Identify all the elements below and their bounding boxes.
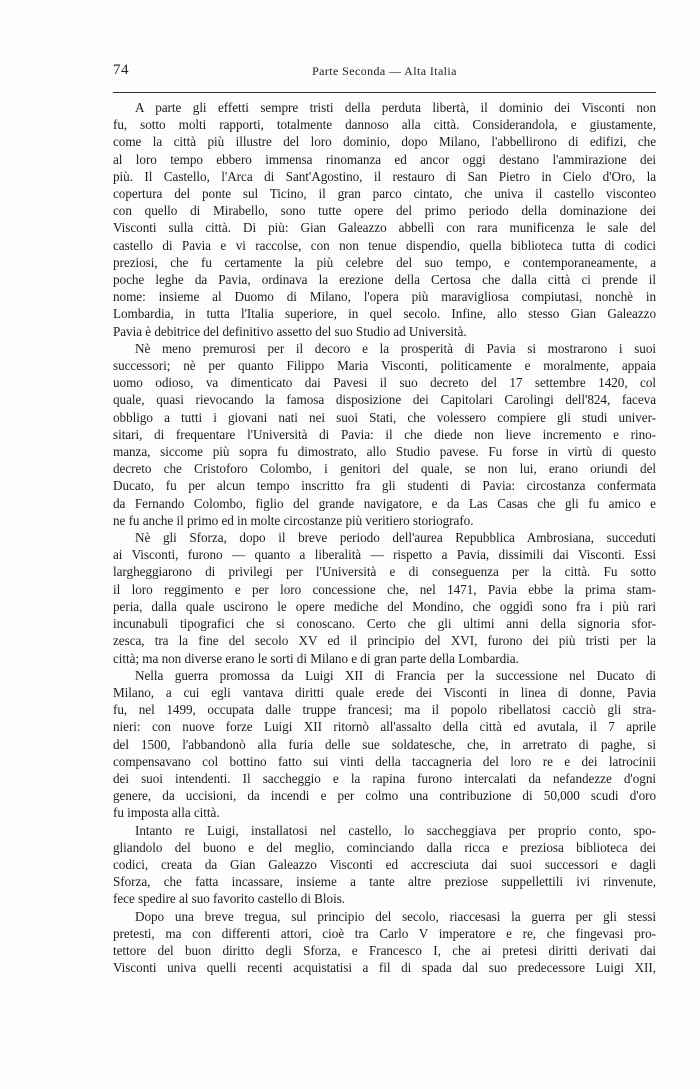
text-line: al loro tempo ebbero immensa rinomanza ed ancor oggi destano l'ammirazione dei — [113, 151, 656, 167]
text-line: largheggiarono di privilegi per l'Università e di conseguenza per la città. Fu sotto — [113, 564, 656, 580]
paragraph — [113, 99, 656, 340]
page-header — [113, 60, 656, 84]
text-line: quale, quasi rievocando la famosa disposizione dei Capitolari Carolingi dell'824, faceva — [113, 392, 656, 408]
text-line: tettore del buon diritto degli Sforza, e Francesco I, che ai pretesi diritti derivati dai — [113, 942, 656, 958]
body-text — [113, 99, 656, 976]
text-line: Ducato, fu per alcun tempo inscritto fra gli studenti di Pavia: circostanza confermata — [113, 478, 656, 494]
text-line: ne fu anche il primo ed in molte circostanze più veritiero storiografo. — [113, 512, 474, 528]
paragraph — [113, 908, 656, 977]
text-line: nome: insieme al Duomo di Milano, l'opera più maravigliosa compiutasi, nonchè in — [113, 289, 656, 305]
text-line: Pavia è debitrice del definitivo assetto del suo Studio ad Università. — [113, 323, 467, 339]
header-rule — [113, 92, 656, 93]
text-line: Sforza, che fatta incassare, insieme a tante altre preziose suppellettili ivi rinvenute, — [113, 874, 656, 890]
paragraph — [113, 822, 656, 908]
text-line: genere, da uccisioni, da incendi e per colmo una contribuzione di 50,000 scudi d'oro — [113, 788, 656, 804]
text-line: Intanto re Luigi, installatosi nel castello, lo saccheggiava per proprio conto, spo- — [135, 822, 656, 838]
text-line: peria, dalla quale uscirono le opere mediche del Mondino, che oggidì sono fra i più rari — [113, 598, 656, 614]
text-line: Nella guerra promossa da Luigi XII di Francia per la successione nel Ducato di — [135, 667, 656, 683]
text-line: Lombardia, in tutta l'Italia superiore, in quel secolo. Infine, allo stesso Gian Galeazzo — [113, 306, 656, 322]
text-line: decreto che Cristoforo Colombo, i genitori del quale, se non lui, erano oriundi del — [113, 461, 656, 477]
text-line: incunabuli tipografici che si conoscano. Certo che gli ultimi anni della signoria sfor- — [113, 616, 656, 632]
text-line: preziosi, che fu certamente la più celebre del suo tempo, e contemporaneamente, a — [113, 254, 656, 270]
text-line: sitari, di frequentare l'Università di Pavia: il che diede non lieve incremento e rino- — [113, 426, 656, 442]
running-head: Parte Seconda — Alta Italia — [312, 64, 457, 78]
text-line: successori; nè per quanto Filippo Maria Visconti, politicamente e moralmente, appaia — [113, 358, 656, 374]
text-line: fece spedire al suo favorito castello di Blois. — [113, 891, 346, 907]
text-line: ai Visconti, furono — quanto a liberalità — rispetto a Pavia, dissimili dai Visconti. Essi — [113, 547, 656, 563]
text-line: zesca, tra la fine del secolo XV ed il principio del XVI, furono dei più tristi per la — [113, 633, 656, 649]
text-line: fu imposta alla città. — [113, 805, 220, 821]
text-line: con quello di Mirabello, sono tutte opere del primo periodo della dominazione dei — [113, 203, 656, 219]
text-line: nieri: con nuove forze Luigi XII ritornò all'assalto della città ed avutala, il 7 aprile — [113, 719, 656, 735]
paragraph — [113, 340, 656, 529]
text-line: manza, siccome più sopra fu dimostrato, allo Studio pavese. Fu forse in virtù di questo — [113, 444, 656, 460]
text-line: Visconti sulla città. Di più: Gian Galeazzo abbellì con rara munificenza le sale del — [113, 220, 656, 236]
paragraph — [113, 667, 656, 822]
text-line: obbligo a tutti i giovani nati nei suoi Stati, che volessero compiere gli studi univer- — [113, 409, 656, 425]
text-line: compensavano col bottino fatto sui vinti della taccagneria del loro re e dei latrocinii — [113, 753, 656, 769]
text-line: Nè gli Sforza, dopo il breve periodo dell'aurea Repubblica Ambrosiana, succeduti — [135, 530, 656, 546]
text-line: Nè meno premurosi per il decoro e la prosperità di Pavia si mostrarono i suoi — [135, 340, 656, 356]
text-line: pretesti, ma con differenti attori, cioè tra Carlo V imperatore e re, che fingevasi pro- — [113, 925, 656, 941]
text-line: come la città più illustre del loro dominio, dopo Milano, l'abbellirono di edifizi, che — [113, 134, 656, 150]
text-line: uomo odioso, va dimenticato dai Pavesi il suo decreto del 17 settembre 1420, col — [113, 375, 656, 391]
text-line: copertura del ponte sul Ticino, il gran parco cintato, che univa il castello visconteo — [113, 186, 656, 202]
text-line: da Fernando Colombo, figlio del grande navigatore, e da Las Casas che gli fu amico e — [113, 495, 656, 511]
text-line: dei suoi intendenti. Il saccheggio e la rapina furono intercalati da nefandezze d'ogni — [113, 770, 656, 786]
text-line: Dopo una breve tregua, sul principio del secolo, riaccesasi la guerra per gli stessi — [135, 908, 656, 924]
paragraph — [113, 529, 656, 667]
text-line: fu, nel 1499, occupata dalle truppe francesi; ma il popolo ribellatosi cacciò gli stra- — [113, 702, 656, 718]
text-line: gliandolo del buono e del meglio, cominciando dalla ricca e preziosa biblioteca dei — [113, 839, 656, 855]
text-line: città; ma non diverse erano le sorti di Milano e di gran parte della Lombardia. — [113, 650, 519, 666]
text-line: fu, sotto molti rapporti, totalmente dannoso alla città. Considerandola, e giustamente, — [113, 117, 656, 133]
text-line: Milano, a cui egli vantava diritti quale erede dei Visconti in linea di donne, Pavia — [113, 684, 656, 700]
text-line: castello di Pavia e vi raccolse, con non tenue dispendio, quella biblioteca tutta di codici — [113, 237, 656, 253]
text-line: più. Il Castello, l'Arca di Sant'Agostino, il restauro di San Pietro in Cielo d'Oro, la — [113, 168, 656, 184]
text-line: Visconti univa quelli recenti acquistatisi a fil di spada dal suo predecessore Luigi XII, — [113, 960, 656, 976]
text-line: A parte gli effetti sempre tristi della perduta libertà, il dominio dei Visconti non — [135, 100, 656, 115]
text-line: il loro reggimento e per loro concessione che, nel 1471, Pavia ebbe la prima stam- — [113, 581, 656, 597]
page-number: 74 — [113, 62, 129, 78]
text-line: poche leghe da Pavia, ordinava la erezione della Certosa che dalla città ci prende il — [113, 272, 656, 288]
text-line: codici, creata da Gian Galeazzo Visconti ed accresciuta dai suoi successori e dagli — [113, 856, 656, 872]
text-line: del 1500, l'abbandonò alla furia delle sue soldatesche, che, in arretrato di paghe, si — [113, 736, 656, 752]
